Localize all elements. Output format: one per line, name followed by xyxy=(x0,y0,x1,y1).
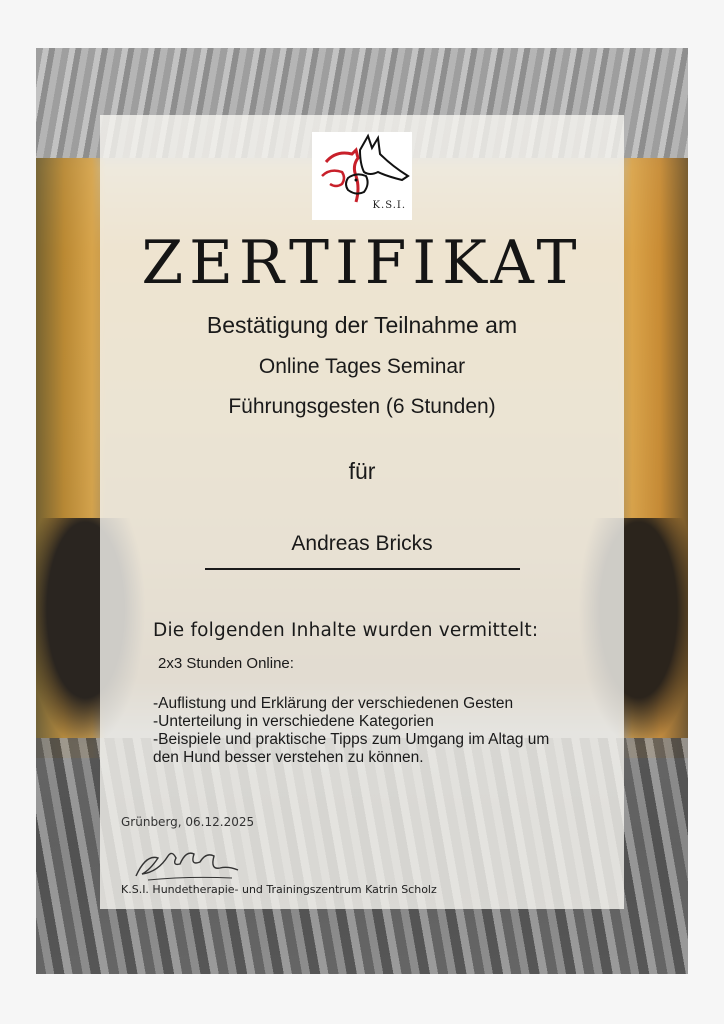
name-underline xyxy=(205,568,520,570)
place-date: Grünberg, 06.12.2025 xyxy=(121,815,255,829)
confirmation-line: Bestätigung der Teilnahme am xyxy=(206,312,518,338)
seminar-type: Online Tages Seminar xyxy=(258,355,466,378)
format-line: 2x3 Stunden Online: xyxy=(158,655,294,672)
seminar-name: Führungsgesten (6 Stunden) xyxy=(228,395,496,418)
logo-text: K.S.I. xyxy=(372,200,406,211)
ksi-logo xyxy=(312,132,412,220)
list-item: -Auflistung und Erklärung der verschiedenen Gesten xyxy=(153,695,514,712)
organization-footer: K.S.I. Hundetherapie- und Trainingszentrum Katrin Scholz xyxy=(121,883,437,896)
handwritten-signature xyxy=(128,836,248,886)
list-item: -Unterteilung in verschiedene Kategorien xyxy=(153,713,434,730)
list-item: -Beispiele und praktische Tipps zum Umgang im Altag um den Hund besser verstehen zu können. xyxy=(153,731,550,766)
contents-intro: Die folgenden Inhalte wurden vermittelt: xyxy=(153,620,539,641)
certificate-title: ZERTIFIKAT xyxy=(141,228,583,298)
contents-list xyxy=(153,695,573,767)
participant-name: Andreas Bricks xyxy=(291,532,433,555)
for-label: für xyxy=(348,458,376,484)
